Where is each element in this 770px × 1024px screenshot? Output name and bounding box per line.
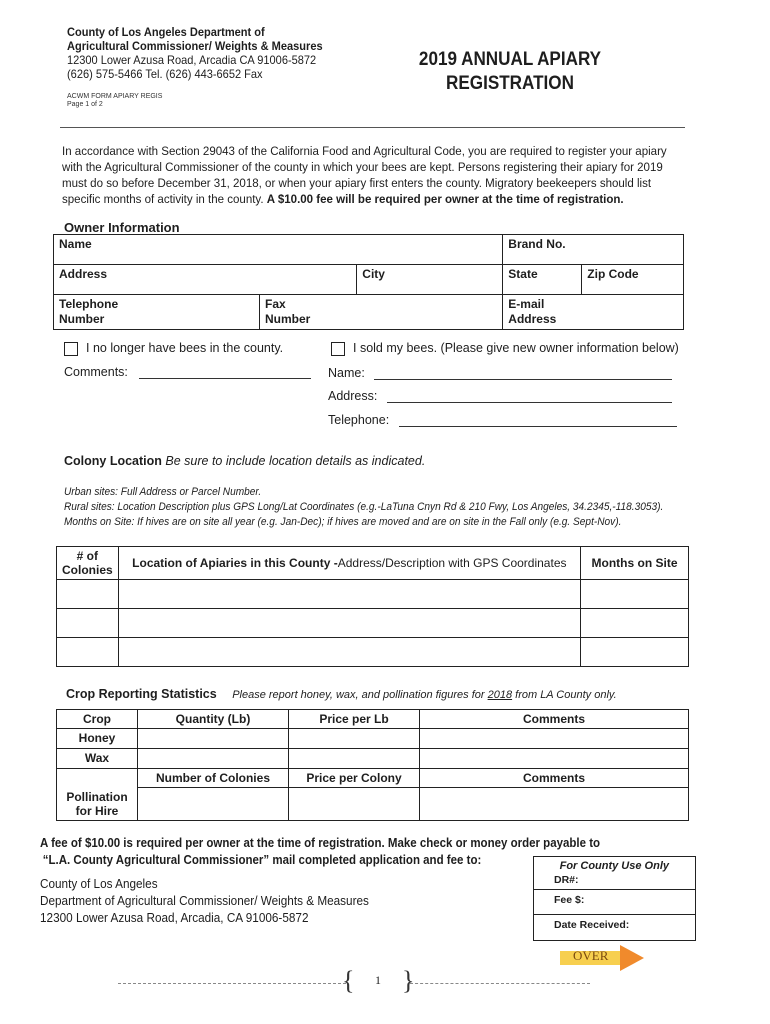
colony-heading: Colony Location [64, 454, 162, 468]
wax-quantity-cell[interactable] [138, 749, 289, 769]
agency-address: 12300 Lower Azusa Road, Arcadia CA 91006-5872 [67, 53, 317, 67]
colony-instructions [64, 485, 704, 530]
crop-hint-year: 2018 [487, 689, 513, 701]
fee-notice-line: A fee of $10.00 is required per owner at the time of registration. Make check or money order payable to [40, 836, 601, 850]
fee-notice-line: “L.A. County Agricultural Commissioner” mail completed application and fee to: [42, 853, 482, 867]
fee-label: Fee $: [554, 894, 585, 906]
form-title-line: REGISTRATION [446, 73, 574, 94]
quantity-header-label: Quantity (Lb) [175, 712, 251, 726]
no-bees-checkbox[interactable] [64, 342, 78, 356]
mailing-address-line: County of Los Angeles [40, 877, 158, 891]
page-number: 1 [375, 973, 381, 987]
comments-header-label: Comments [522, 712, 585, 726]
colonies-header-line: Colonies [62, 563, 113, 577]
over-label: OVER [573, 948, 609, 963]
colony-heading-row [64, 454, 425, 468]
name-label: Name [59, 237, 92, 251]
crop-hint-post: from LA County only. [512, 689, 617, 701]
crop-header [57, 710, 138, 729]
mailing-address-line: Department of Agricultural Commissioner/ Weights & Measures [40, 894, 369, 908]
pollination-price-cell[interactable] [289, 788, 420, 821]
comments-label: Comments: [64, 365, 128, 379]
price-lb-header [289, 710, 420, 729]
new-owner-telephone-label: Telephone: [328, 413, 390, 427]
price-colony-header [289, 769, 420, 788]
pollination-comments-cell[interactable] [420, 788, 689, 821]
email-field[interactable] [503, 295, 684, 330]
mailing-address [40, 876, 440, 927]
owner-table [53, 234, 684, 330]
new-owner-name-row [328, 366, 672, 380]
brand-label: Brand No. [508, 237, 566, 251]
no-bees-option[interactable] [64, 341, 283, 356]
fax-number-label: Number [265, 312, 311, 326]
colony-hint: Be sure to include location details as indicated. [165, 454, 426, 468]
num-colonies-header-label: Number of Colonies [155, 771, 270, 785]
price-colony-header-label: Price per Colony [306, 771, 402, 785]
pollination-label: for Hire [75, 803, 119, 818]
intro-fee-notice: A $10.00 fee will be required per owner at the time of registration. [266, 192, 624, 206]
telephone-field[interactable] [54, 295, 260, 330]
location-header-rest: Address/Description with GPS Coordinates [337, 556, 567, 570]
months-cell[interactable] [581, 580, 689, 609]
urban-sites-note: Urban sites: Full Address or Parcel Number. [64, 486, 262, 498]
city-field[interactable] [357, 265, 503, 295]
new-owner-address-input[interactable] [387, 402, 672, 403]
crop-heading-row [66, 687, 617, 701]
comments2-header [420, 769, 689, 788]
email-address-label: Address [508, 312, 557, 326]
divider [60, 127, 685, 128]
location-header-bold: Location of Apiaries in this County - [132, 556, 338, 570]
zip-label: Zip Code [587, 267, 639, 281]
fax-field[interactable] [260, 295, 503, 330]
wax-price-cell[interactable] [289, 749, 420, 769]
telephone-label: Telephone [59, 297, 119, 311]
rural-sites-note: Rural sites: Location Description plus GPS Long/Lat Coordinates (e.g.-LaTuna Cnyn Rd & 210 Fwy, Los Angeles, 34.2345,-118.3053). [64, 501, 664, 513]
months-header [581, 547, 689, 580]
zip-field[interactable] [582, 265, 684, 295]
months-cell[interactable] [581, 638, 689, 667]
comments-row [64, 365, 311, 379]
wax-label-cell [57, 749, 138, 769]
owner-heading: Owner Information [64, 220, 180, 235]
agency-phone: (626) 575-5466 Tel. (626) 443-6652 Fax [67, 67, 263, 81]
intro-text: In accordance with Section 29043 of the California Food and Agricultural Code, you are required to register your apiary with the Agricultural Commissioner of the county in which your bees are kept. Persons registering their apiary for 2019 must do so before December 31, 2018, or when your apiary first enters the county. Migratory beekeepers should list specific months of activity in the county. [62, 144, 667, 206]
pollination-colonies-cell[interactable] [138, 788, 289, 821]
intro-paragraph [62, 143, 722, 207]
colonies-header-line: # of [76, 549, 98, 563]
sold-bees-label: I sold my bees. (Please give new owner information below) [353, 341, 679, 355]
quantity-header [138, 710, 289, 729]
agency-line: County of Los Angeles Department of [67, 25, 265, 39]
sold-bees-checkbox[interactable] [331, 342, 345, 356]
comments-input[interactable] [139, 378, 311, 379]
address-field[interactable] [54, 265, 357, 295]
footer-rule-left [118, 983, 346, 984]
crop-table [56, 709, 689, 821]
location-header [118, 547, 580, 580]
footer-brace-left: { [342, 966, 355, 995]
date-received-label: Date Received: [554, 919, 630, 931]
page-indicator: Page 1 of 2 [67, 101, 103, 108]
new-owner-address-row [328, 389, 672, 403]
new-owner-telephone-row [328, 413, 677, 427]
location-cell[interactable] [118, 580, 580, 609]
new-owner-telephone-input[interactable] [399, 426, 677, 427]
location-cell[interactable] [118, 638, 580, 667]
footer-brace-right: } [402, 966, 415, 995]
crop-hint-pre: Please report honey, wax, and pollination figures for [232, 689, 488, 701]
name-field[interactable] [54, 235, 503, 265]
wax-comments-cell[interactable] [420, 749, 689, 769]
pollination-spacer [57, 769, 138, 788]
months-header-label: Months on Site [591, 556, 678, 570]
colonies-cell[interactable] [57, 638, 119, 667]
new-owner-address-label: Address: [328, 389, 378, 403]
agency-line: Agricultural Commissioner/ Weights & Measures [67, 39, 323, 53]
no-bees-label: I no longer have bees in the county. [86, 341, 284, 355]
crop-header-label: Crop [83, 712, 111, 726]
email-label: E-mail [508, 297, 545, 311]
sold-bees-option[interactable] [331, 341, 679, 356]
county-use-title: For County Use Only [559, 860, 669, 872]
crop-hint [232, 689, 616, 701]
city-label: City [362, 267, 385, 281]
dr-label: DR#: [554, 874, 579, 886]
colonies-cell[interactable] [57, 580, 119, 609]
new-owner-name-label: Name: [328, 366, 365, 380]
wax-label: Wax [84, 751, 110, 765]
honey-label-cell [57, 729, 138, 749]
colony-table [56, 546, 689, 667]
form-title-line: 2019 ANNUAL APIARY [418, 49, 602, 70]
colonies-cell[interactable] [57, 609, 119, 638]
address-label: Address [59, 267, 108, 281]
form-title [400, 48, 620, 96]
honey-comments-cell[interactable] [420, 729, 689, 749]
crop-heading: Crop Reporting Statistics [66, 687, 217, 701]
comments2-header-label: Comments [522, 771, 585, 785]
comments-header [420, 710, 689, 729]
pollination-label-cell [57, 788, 138, 821]
brand-field[interactable] [503, 235, 684, 265]
new-owner-name-input[interactable] [374, 379, 672, 380]
honey-quantity-cell[interactable] [138, 729, 289, 749]
honey-label: Honey [78, 731, 116, 745]
colonies-header [57, 547, 119, 580]
months-note: Months on Site: If hives are on site all year (e.g. Jan-Dec); if hives are moved and are on site in the Fall only (e.g. Sept-Nov). [64, 516, 622, 528]
price-lb-header-label: Price per Lb [319, 712, 389, 726]
num-colonies-header [138, 769, 289, 788]
pollination-label: Pollination [66, 789, 128, 804]
agency-block [67, 25, 347, 81]
months-cell[interactable] [581, 609, 689, 638]
state-field[interactable] [503, 265, 582, 295]
footer-rule-right [410, 983, 590, 984]
telephone-number-label: Number [59, 312, 105, 326]
state-label: State [508, 267, 538, 281]
form-id: ACWM FORM APIARY REGIS [67, 93, 163, 100]
county-use-box [533, 856, 696, 941]
location-cell[interactable] [118, 609, 580, 638]
mailing-address-line: 12300 Lower Azusa Road, Arcadia, CA 91006-5872 [40, 911, 309, 925]
fax-label: Fax [265, 297, 286, 311]
honey-price-cell[interactable] [289, 729, 420, 749]
